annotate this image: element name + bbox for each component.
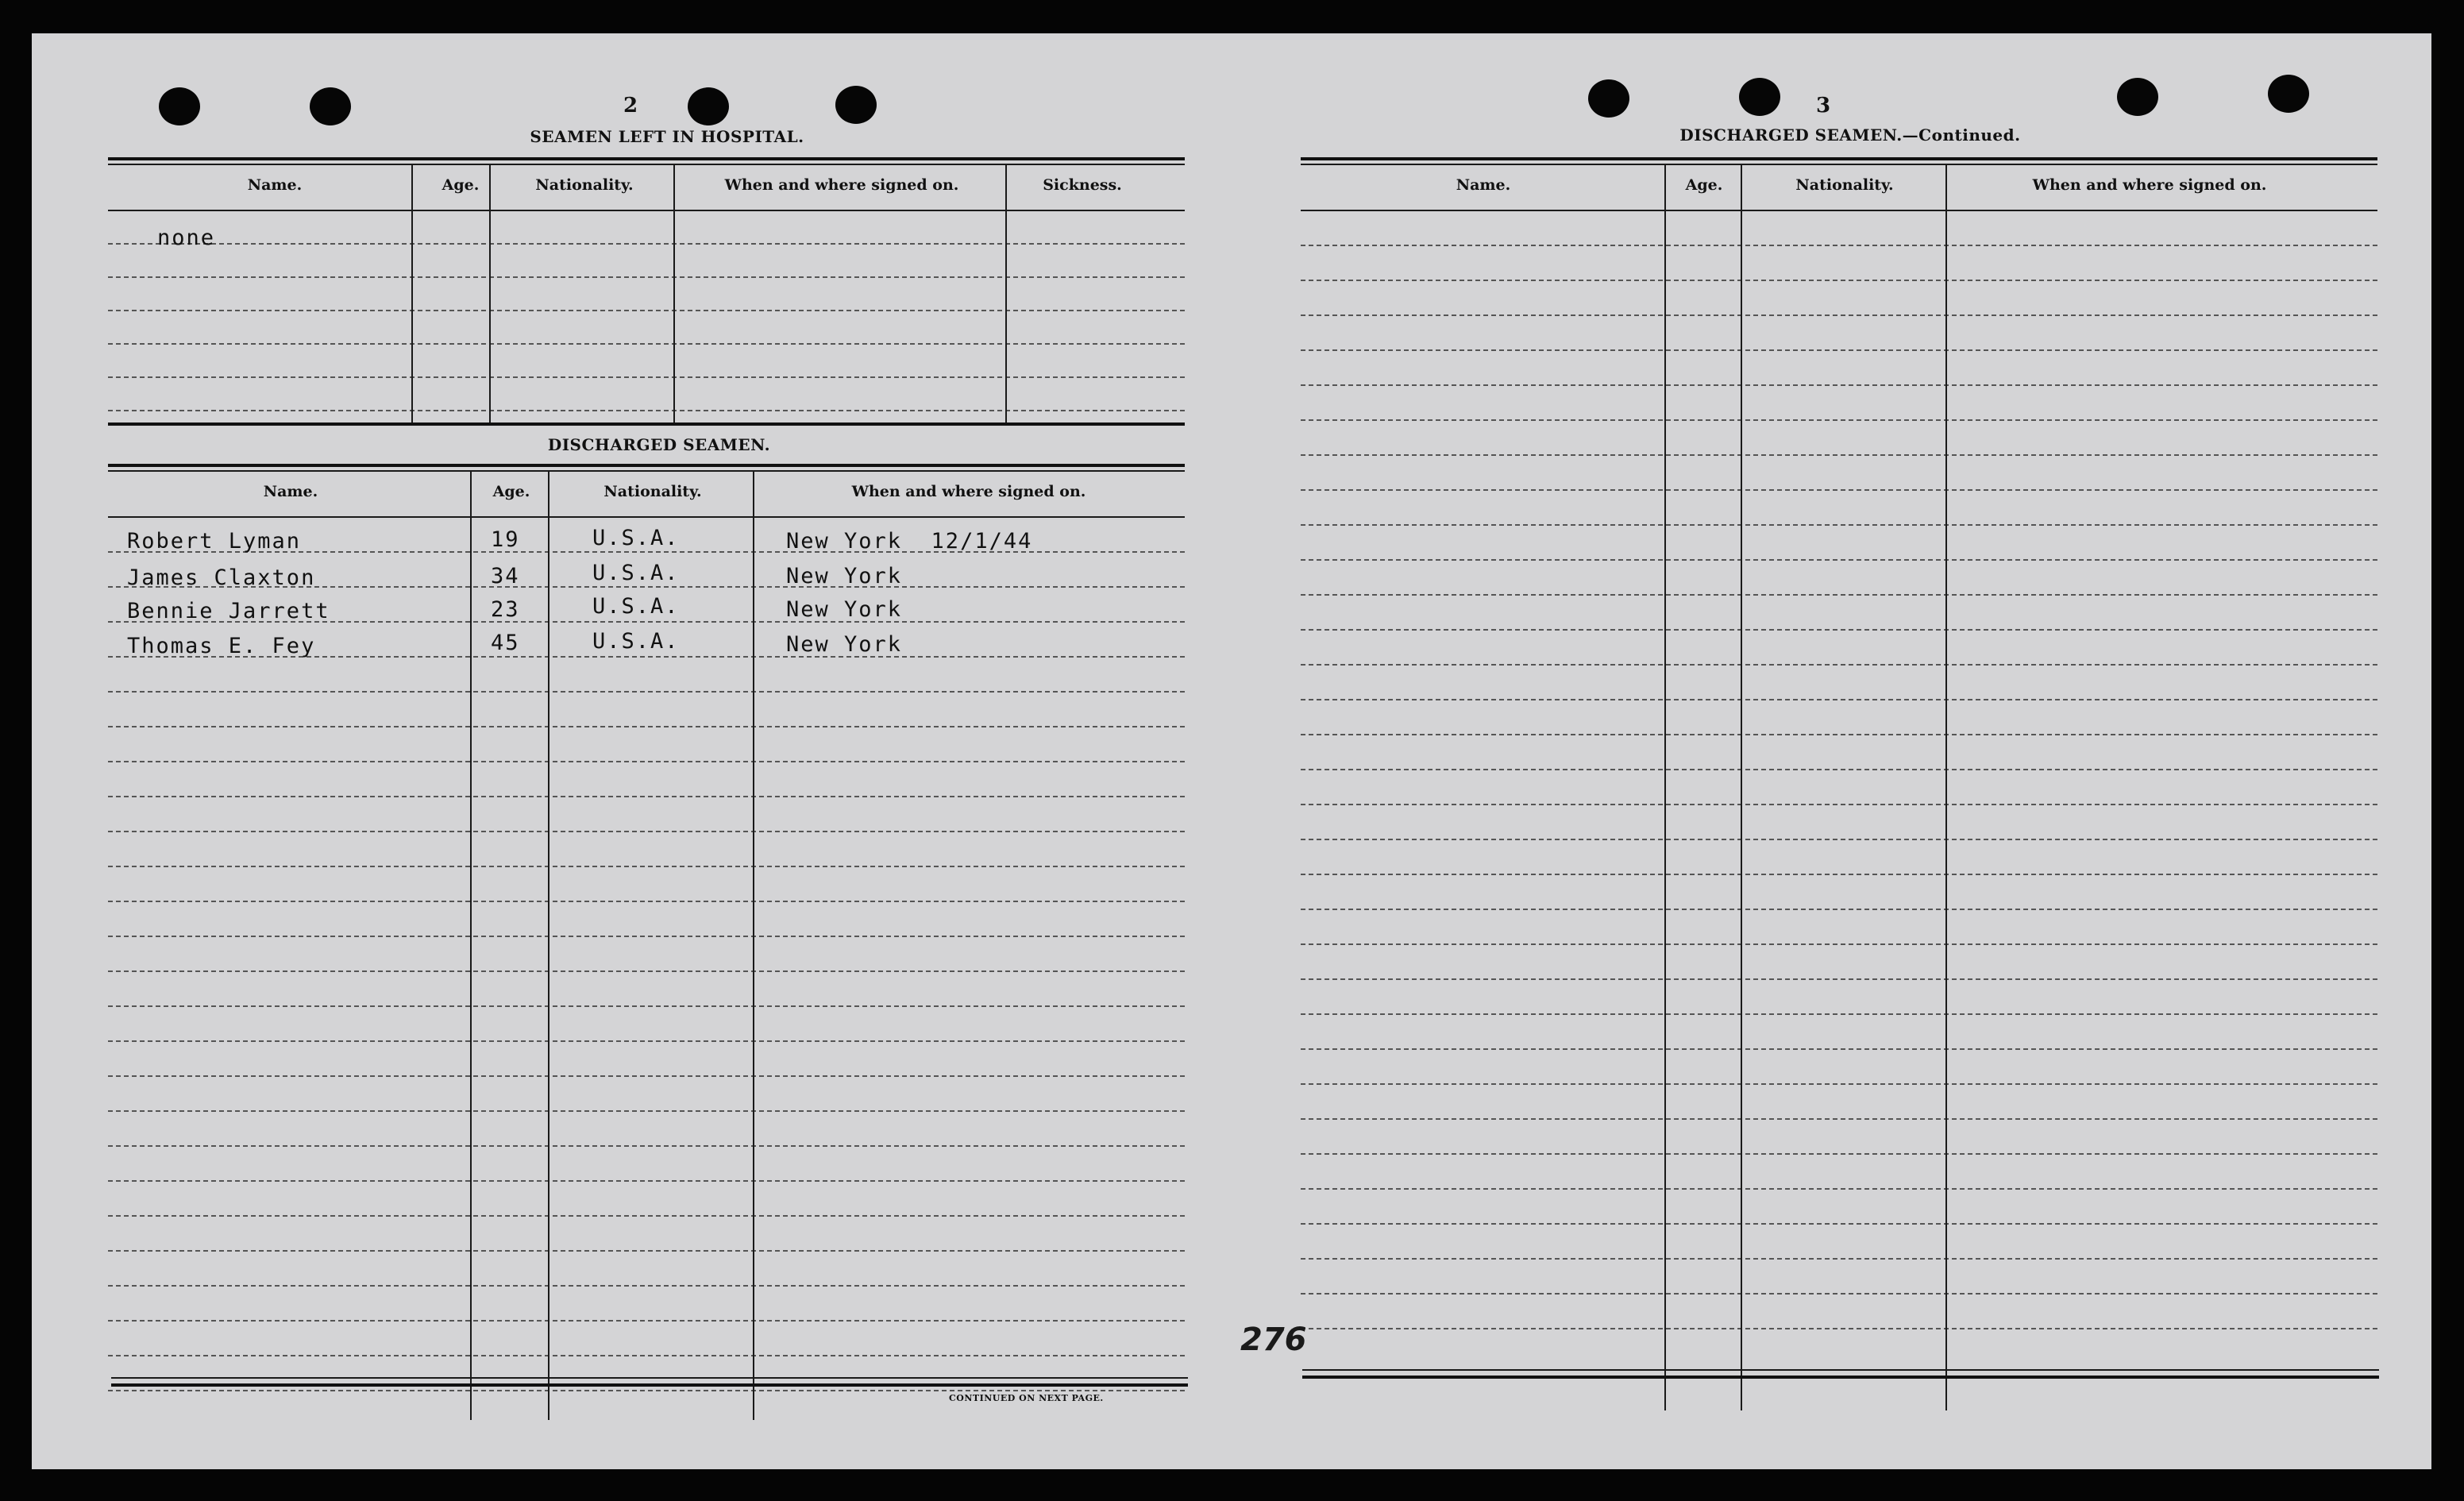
discharged-row-4-name: Thomas E. Fey bbox=[127, 634, 316, 658]
discharged-row-3-signed-on: New York bbox=[786, 597, 903, 622]
page-number-left: 2 bbox=[623, 94, 638, 118]
discharged-row-4-signed-on: New York bbox=[786, 632, 903, 657]
page-number-right: 3 bbox=[1816, 94, 1831, 118]
punch-hole bbox=[835, 86, 877, 124]
discharged-row-3-nationality: U.S.A. bbox=[592, 594, 680, 619]
discharged-col-nationality-header: Nationality. bbox=[603, 483, 702, 500]
discharged-row-3-age: 23 bbox=[491, 597, 520, 622]
punch-hole bbox=[159, 87, 200, 125]
discharged-row-4-age: 45 bbox=[491, 631, 520, 655]
punch-hole bbox=[2117, 78, 2158, 116]
continued-col-age-header: Age. bbox=[1685, 176, 1723, 194]
discharged-row-2-nationality: U.S.A. bbox=[592, 561, 680, 585]
punch-hole bbox=[1588, 79, 1629, 118]
discharged-row-3-name: Bennie Jarrett bbox=[127, 599, 330, 623]
continued-footer: CONTINUED ON NEXT PAGE. bbox=[949, 1393, 1104, 1403]
discharged-row-2-signed-on: New York bbox=[786, 564, 903, 588]
discharged-section-title: DISCHARGED SEAMEN. bbox=[547, 435, 771, 454]
discharged-col-signed-on-header: When and where signed on. bbox=[851, 483, 1086, 500]
hospital-section-title: SEAMEN LEFT IN HOSPITAL. bbox=[530, 127, 804, 146]
continued-col-name-header: Name. bbox=[1456, 176, 1511, 194]
punch-hole bbox=[310, 87, 351, 125]
punch-hole bbox=[688, 87, 729, 125]
discharged-row-1-name: Robert Lyman bbox=[127, 529, 302, 554]
discharged-row-2-age: 34 bbox=[491, 564, 520, 588]
hospital-col-nationality-header: Nationality. bbox=[535, 176, 634, 194]
discharged-col-age-header: Age. bbox=[492, 483, 530, 500]
hospital-col-sickness-header: Sickness. bbox=[1043, 176, 1122, 194]
discharged-row-4-nationality: U.S.A. bbox=[592, 629, 680, 654]
continued-col-nationality-header: Nationality. bbox=[1795, 176, 1894, 194]
document-sheet bbox=[32, 33, 2431, 1469]
discharged-continued-title: DISCHARGED SEAMEN.—Continued. bbox=[1679, 125, 2021, 145]
punch-hole bbox=[2268, 75, 2309, 113]
discharged-col-name-header: Name. bbox=[263, 483, 318, 500]
continued-col-signed-on-header: When and where signed on. bbox=[2032, 176, 2267, 194]
hospital-col-age-header: Age. bbox=[442, 176, 480, 194]
discharged-row-1-age: 19 bbox=[491, 527, 520, 552]
hospital-entry-none: none bbox=[157, 226, 216, 250]
discharged-row-1-nationality: U.S.A. bbox=[592, 526, 680, 550]
punch-hole bbox=[1739, 78, 1780, 116]
hospital-col-signed-on-header: When and where signed on. bbox=[724, 176, 959, 194]
hospital-col-name-header: Name. bbox=[247, 176, 303, 194]
discharged-row-1-signed-on: New York 12/1/44 bbox=[786, 529, 1033, 554]
discharged-row-2-name: James Claxton bbox=[127, 565, 316, 590]
stamped-number: 276 bbox=[1240, 1322, 1307, 1358]
